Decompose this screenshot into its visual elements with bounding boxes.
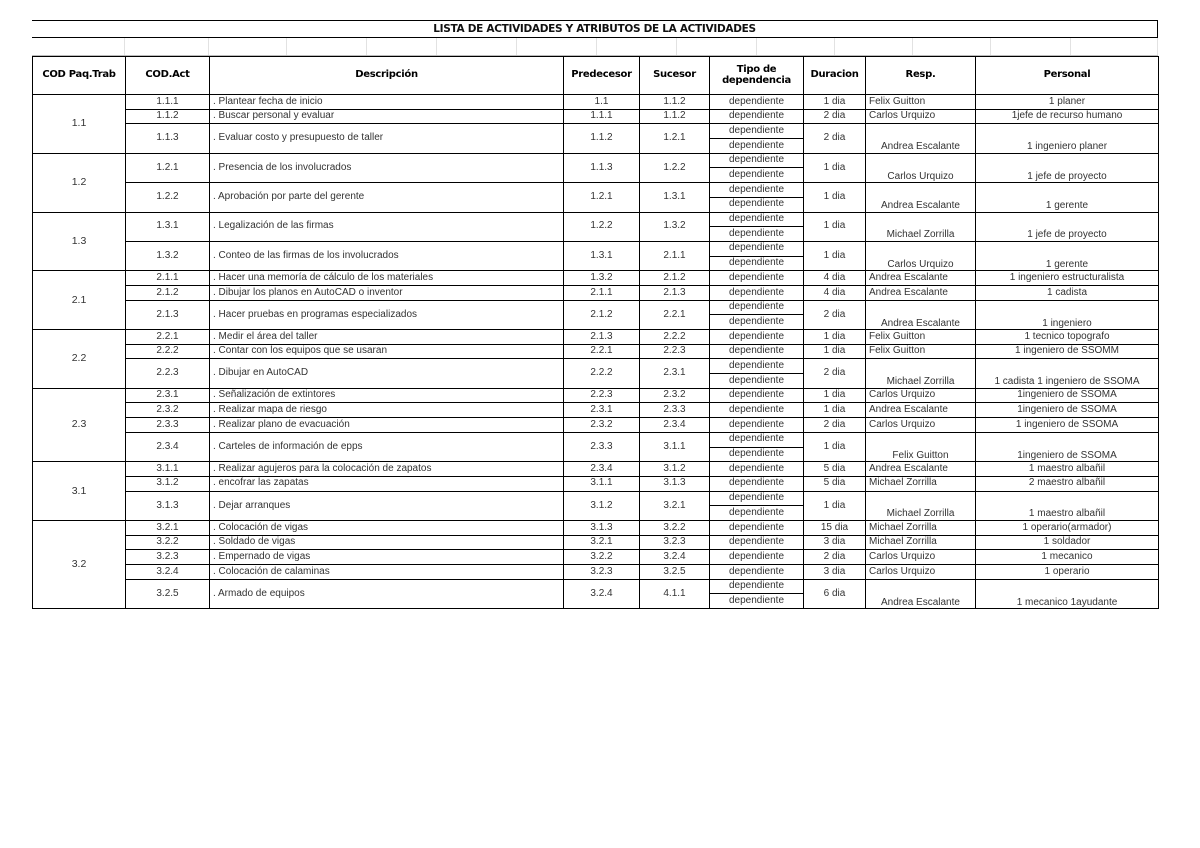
tipo-cell: dependiente [710, 139, 804, 154]
pred-cell: 2.3.4 [564, 462, 640, 477]
desc-cell: . Empernado de vigas [210, 550, 564, 565]
pers-cell: 1 maestro albañil [976, 462, 1159, 477]
header-resp: Resp. [866, 57, 976, 95]
suc-cell: 2.3.3 [640, 403, 710, 418]
pred-cell: 1.2.2 [564, 212, 640, 241]
table-body [33, 95, 1159, 609]
desc-cell: . Presencia de los involucrados [210, 153, 564, 182]
tipo-cell: dependiente [710, 550, 804, 565]
tipo-cell: dependiente [710, 197, 804, 212]
table-row [33, 535, 1159, 550]
resp-cell: Carlos Urquizo [866, 109, 976, 124]
resp-cell: Felix Guitton [866, 95, 976, 110]
tipo-cell: dependiente [710, 520, 804, 535]
act-cell: 1.1.2 [126, 109, 210, 124]
pred-cell: 3.2.1 [564, 535, 640, 550]
desc-cell: . Colocación de calaminas [210, 565, 564, 580]
desc-cell: . Dibujar en AutoCAD [210, 359, 564, 388]
desc-cell: . Realizar agujeros para la colocación de zapatos [210, 462, 564, 477]
pers-cell: 1 gerente [976, 183, 1159, 212]
desc-cell: . Dibujar los planos en AutoCAD o inventor [210, 285, 564, 300]
dur-cell: 3 dia [804, 565, 866, 580]
pred-cell: 2.3.3 [564, 432, 640, 461]
act-cell: 3.1.1 [126, 462, 210, 477]
dur-cell: 3 dia [804, 535, 866, 550]
pers-cell: 1 jefe de proyecto [976, 212, 1159, 241]
resp-cell: Michael Zorrilla [866, 476, 976, 491]
act-cell: 2.3.4 [126, 432, 210, 461]
desc-cell: . Soldado de vigas [210, 535, 564, 550]
pred-cell: 1.1.3 [564, 153, 640, 182]
resp-cell: Felix Guitton [866, 432, 976, 461]
table-row [33, 212, 1159, 227]
dur-cell: 15 dia [804, 520, 866, 535]
table-row [33, 520, 1159, 535]
table-row [33, 403, 1159, 418]
tipo-cell: dependiente [710, 579, 804, 594]
pers-cell: 1 mecanico [976, 550, 1159, 565]
dur-cell: 1 dia [804, 183, 866, 212]
desc-cell: . Armado de equipos [210, 579, 564, 608]
dur-cell: 1 dia [804, 212, 866, 241]
pers-cell: 1 cadista 1 ingeniero de SSOMA [976, 359, 1159, 388]
table-row [33, 550, 1159, 565]
tipo-cell: dependiente [710, 491, 804, 506]
act-cell: 1.3.2 [126, 241, 210, 270]
header-row [33, 57, 1159, 95]
resp-cell: Andrea Escalante [866, 124, 976, 153]
dur-cell: 6 dia [804, 579, 866, 608]
suc-cell: 1.2.1 [640, 124, 710, 153]
resp-cell: Michael Zorrilla [866, 535, 976, 550]
pred-cell: 1.3.1 [564, 241, 640, 270]
resp-cell: Andrea Escalante [866, 300, 976, 329]
act-cell: 3.2.2 [126, 535, 210, 550]
pred-cell: 3.1.1 [564, 476, 640, 491]
table-row [33, 462, 1159, 477]
dur-cell: 1 dia [804, 344, 866, 359]
suc-cell: 4.1.1 [640, 579, 710, 608]
pers-cell: 1 ingeniero [976, 300, 1159, 329]
table-row [33, 491, 1159, 506]
dur-cell: 1 dia [804, 153, 866, 182]
header-act: COD.Act [126, 57, 210, 95]
pers-cell: 1jefe de recurso humano [976, 109, 1159, 124]
desc-cell: . Medir el área del taller [210, 330, 564, 345]
dur-cell: 2 dia [804, 359, 866, 388]
pred-cell: 3.2.2 [564, 550, 640, 565]
act-cell: 2.1.2 [126, 285, 210, 300]
pers-cell: 1 planer [976, 95, 1159, 110]
tipo-cell: dependiente [710, 565, 804, 580]
dur-cell: 2 dia [804, 550, 866, 565]
table-row [33, 109, 1159, 124]
act-cell: 2.1.1 [126, 271, 210, 286]
desc-cell: . encofrar las zapatas [210, 476, 564, 491]
pred-cell: 1.3.2 [564, 271, 640, 286]
resp-cell: Andrea Escalante [866, 271, 976, 286]
pers-cell: 1 gerente [976, 241, 1159, 270]
resp-cell: Carlos Urquizo [866, 550, 976, 565]
tipo-cell: dependiente [710, 432, 804, 447]
desc-cell: . Realizar plano de evacuación [210, 418, 564, 433]
table-row [33, 344, 1159, 359]
suc-cell: 2.1.1 [640, 241, 710, 270]
resp-cell: Andrea Escalante [866, 579, 976, 608]
header-desc: Descripción [210, 57, 564, 95]
table-row [33, 432, 1159, 447]
act-cell: 3.1.2 [126, 476, 210, 491]
resp-cell: Carlos Urquizo [866, 153, 976, 182]
table-row [33, 95, 1159, 110]
table-row [33, 359, 1159, 374]
desc-cell: . Contar con los equipos que se usaran [210, 344, 564, 359]
table-row [33, 271, 1159, 286]
dur-cell: 1 dia [804, 388, 866, 403]
suc-cell: 1.2.2 [640, 153, 710, 182]
paq-cell: 1.1 [33, 95, 126, 154]
pred-cell: 3.2.4 [564, 579, 640, 608]
tipo-cell: dependiente [710, 330, 804, 345]
act-cell: 2.2.2 [126, 344, 210, 359]
dur-cell: 4 dia [804, 271, 866, 286]
desc-cell: . Plantear fecha de inicio [210, 95, 564, 110]
desc-cell: . Aprobación por parte del gerente [210, 183, 564, 212]
act-cell: 1.2.1 [126, 153, 210, 182]
act-cell: 2.3.3 [126, 418, 210, 433]
suc-cell: 1.1.2 [640, 109, 710, 124]
desc-cell: . Hacer una memoría de cálculo de los materiales [210, 271, 564, 286]
activities-table [32, 56, 1159, 609]
paq-cell: 1.2 [33, 153, 126, 212]
tipo-cell: dependiente [710, 344, 804, 359]
pred-cell: 1.1.2 [564, 124, 640, 153]
table-row [33, 285, 1159, 300]
table-row [33, 330, 1159, 345]
act-cell: 3.2.5 [126, 579, 210, 608]
suc-cell: 1.1.2 [640, 95, 710, 110]
header-dur: Duracion [804, 57, 866, 95]
suc-cell: 3.2.2 [640, 520, 710, 535]
dur-cell: 2 dia [804, 124, 866, 153]
tipo-cell: dependiente [710, 227, 804, 242]
tipo-cell: dependiente [710, 285, 804, 300]
pred-cell: 2.1.1 [564, 285, 640, 300]
header-paq: COD Paq.Trab [33, 57, 126, 95]
tipo-cell: dependiente [710, 153, 804, 168]
pers-cell: 1ingeniero de SSOMA [976, 403, 1159, 418]
suc-cell: 3.1.1 [640, 432, 710, 461]
suc-cell: 2.2.3 [640, 344, 710, 359]
desc-cell: . Dejar arranques [210, 491, 564, 520]
pers-cell: 1 ingeniero estructuralista [976, 271, 1159, 286]
sheet-title: LISTA DE ACTIVIDADES Y ATRIBUTOS DE LA ACTIVIDADES [32, 20, 1158, 37]
tipo-cell: dependiente [710, 535, 804, 550]
table-row [33, 565, 1159, 580]
spreadsheet [32, 20, 1158, 609]
suc-cell: 3.2.4 [640, 550, 710, 565]
pers-cell: 1 ingeniero de SSOMM [976, 344, 1159, 359]
resp-cell: Carlos Urquizo [866, 418, 976, 433]
act-cell: 1.1.3 [126, 124, 210, 153]
tipo-cell: dependiente [710, 594, 804, 609]
pers-cell: 1 tecnico topografo [976, 330, 1159, 345]
suc-cell: 3.1.3 [640, 476, 710, 491]
act-cell: 1.3.1 [126, 212, 210, 241]
pred-cell: 3.1.2 [564, 491, 640, 520]
suc-cell: 2.2.2 [640, 330, 710, 345]
tipo-cell: dependiente [710, 374, 804, 389]
tipo-cell: dependiente [710, 212, 804, 227]
resp-cell: Carlos Urquizo [866, 565, 976, 580]
pers-cell: 1 jefe de proyecto [976, 153, 1159, 182]
tipo-cell: dependiente [710, 300, 804, 315]
suc-cell: 1.3.2 [640, 212, 710, 241]
tipo-cell: dependiente [710, 388, 804, 403]
act-cell: 3.1.3 [126, 491, 210, 520]
tipo-cell: dependiente [710, 168, 804, 183]
tipo-cell: dependiente [710, 403, 804, 418]
pred-cell: 2.2.3 [564, 388, 640, 403]
header-pers: Personal [976, 57, 1159, 95]
table-row [33, 124, 1159, 139]
pred-cell: 1.1 [564, 95, 640, 110]
suc-cell: 3.1.2 [640, 462, 710, 477]
suc-cell: 2.1.2 [640, 271, 710, 286]
pred-cell: 2.3.1 [564, 403, 640, 418]
tipo-cell: dependiente [710, 418, 804, 433]
paq-cell: 3.2 [33, 520, 126, 608]
resp-cell: Felix Guitton [866, 330, 976, 345]
pred-cell: 3.2.3 [564, 565, 640, 580]
dur-cell: 1 dia [804, 403, 866, 418]
resp-cell: Andrea Escalante [866, 462, 976, 477]
tipo-cell: dependiente [710, 183, 804, 198]
act-cell: 1.2.2 [126, 183, 210, 212]
act-cell: 3.2.3 [126, 550, 210, 565]
desc-cell: . Señalización de extintores [210, 388, 564, 403]
dur-cell: 1 dia [804, 95, 866, 110]
table-row [33, 241, 1159, 256]
header-suc: Sucesor [640, 57, 710, 95]
act-cell: 2.2.1 [126, 330, 210, 345]
desc-cell: . Conteo de las firmas de los involucrados [210, 241, 564, 270]
tipo-cell: dependiente [710, 241, 804, 256]
table-row [33, 476, 1159, 491]
suc-cell: 3.2.5 [640, 565, 710, 580]
act-cell: 2.3.2 [126, 403, 210, 418]
resp-cell: Michael Zorrilla [866, 520, 976, 535]
paq-cell: 1.3 [33, 212, 126, 271]
desc-cell: . Evaluar costo y presupuesto de taller [210, 124, 564, 153]
tipo-cell: dependiente [710, 506, 804, 521]
paq-cell: 2.1 [33, 271, 126, 330]
act-cell: 2.1.3 [126, 300, 210, 329]
dur-cell: 5 dia [804, 462, 866, 477]
pers-cell: 1 ingeniero de SSOMA [976, 418, 1159, 433]
dur-cell: 1 dia [804, 491, 866, 520]
table-row [33, 300, 1159, 315]
header-tipo: Tipo de dependencia [710, 57, 804, 95]
table-row [33, 388, 1159, 403]
pers-cell: 1 cadista [976, 285, 1159, 300]
pers-cell: 1ingeniero de SSOMA [976, 432, 1159, 461]
pred-cell: 2.2.1 [564, 344, 640, 359]
paq-cell: 2.2 [33, 330, 126, 389]
suc-cell: 2.2.1 [640, 300, 710, 329]
resp-cell: Andrea Escalante [866, 285, 976, 300]
desc-cell: . Realizar mapa de riesgo [210, 403, 564, 418]
pred-cell: 2.3.2 [564, 418, 640, 433]
tipo-cell: dependiente [710, 462, 804, 477]
empty-row [32, 37, 1158, 56]
tipo-cell: dependiente [710, 476, 804, 491]
dur-cell: 5 dia [804, 476, 866, 491]
tipo-cell: dependiente [710, 271, 804, 286]
resp-cell: Michael Zorrilla [866, 491, 976, 520]
pred-cell: 1.2.1 [564, 183, 640, 212]
dur-cell: 2 dia [804, 109, 866, 124]
pers-cell: 1ingeniero de SSOMA [976, 388, 1159, 403]
tipo-cell: dependiente [710, 315, 804, 330]
dur-cell: 1 dia [804, 241, 866, 270]
pred-cell: 3.1.3 [564, 520, 640, 535]
tipo-cell: dependiente [710, 109, 804, 124]
dur-cell: 2 dia [804, 418, 866, 433]
tipo-cell: dependiente [710, 124, 804, 139]
pers-cell: 1 mecanico 1ayudante [976, 579, 1159, 608]
tipo-cell: dependiente [710, 95, 804, 110]
dur-cell: 1 dia [804, 330, 866, 345]
pers-cell: 1 operario(armador) [976, 520, 1159, 535]
pred-cell: 2.1.2 [564, 300, 640, 329]
desc-cell: . Buscar personal y evaluar [210, 109, 564, 124]
resp-cell: Carlos Urquizo [866, 241, 976, 270]
act-cell: 2.3.1 [126, 388, 210, 403]
header-pred: Predecesor [564, 57, 640, 95]
pers-cell: 2 maestro albañil [976, 476, 1159, 491]
table-row [33, 418, 1159, 433]
paq-cell: 2.3 [33, 388, 126, 461]
pers-cell: 1 maestro albañil [976, 491, 1159, 520]
desc-cell: . Colocación de vigas [210, 520, 564, 535]
paq-cell: 3.1 [33, 462, 126, 521]
tipo-cell: dependiente [710, 359, 804, 374]
pred-cell: 2.2.2 [564, 359, 640, 388]
table-row [33, 579, 1159, 594]
pers-cell: 1 soldador [976, 535, 1159, 550]
act-cell: 3.2.4 [126, 565, 210, 580]
suc-cell: 1.3.1 [640, 183, 710, 212]
desc-cell: . Carteles de información de epps [210, 432, 564, 461]
resp-cell: Andrea Escalante [866, 403, 976, 418]
desc-cell: . Legalización de las firmas [210, 212, 564, 241]
act-cell: 3.2.1 [126, 520, 210, 535]
suc-cell: 3.2.1 [640, 491, 710, 520]
tipo-cell: dependiente [710, 447, 804, 462]
suc-cell: 2.1.3 [640, 285, 710, 300]
dur-cell: 2 dia [804, 300, 866, 329]
suc-cell: 2.3.1 [640, 359, 710, 388]
pred-cell: 1.1.1 [564, 109, 640, 124]
resp-cell: Michael Zorrilla [866, 212, 976, 241]
act-cell: 2.2.3 [126, 359, 210, 388]
table-row [33, 183, 1159, 198]
act-cell: 1.1.1 [126, 95, 210, 110]
table-row [33, 153, 1159, 168]
pers-cell: 1 ingeniero planer [976, 124, 1159, 153]
dur-cell: 1 dia [804, 432, 866, 461]
pred-cell: 2.1.3 [564, 330, 640, 345]
desc-cell: . Hacer pruebas en programas especializados [210, 300, 564, 329]
pers-cell: 1 operario [976, 565, 1159, 580]
resp-cell: Michael Zorrilla [866, 359, 976, 388]
resp-cell: Felix Guitton [866, 344, 976, 359]
resp-cell: Andrea Escalante [866, 183, 976, 212]
resp-cell: Carlos Urquizo [866, 388, 976, 403]
suc-cell: 2.3.2 [640, 388, 710, 403]
dur-cell: 4 dia [804, 285, 866, 300]
suc-cell: 2.3.4 [640, 418, 710, 433]
tipo-cell: dependiente [710, 256, 804, 271]
suc-cell: 3.2.3 [640, 535, 710, 550]
